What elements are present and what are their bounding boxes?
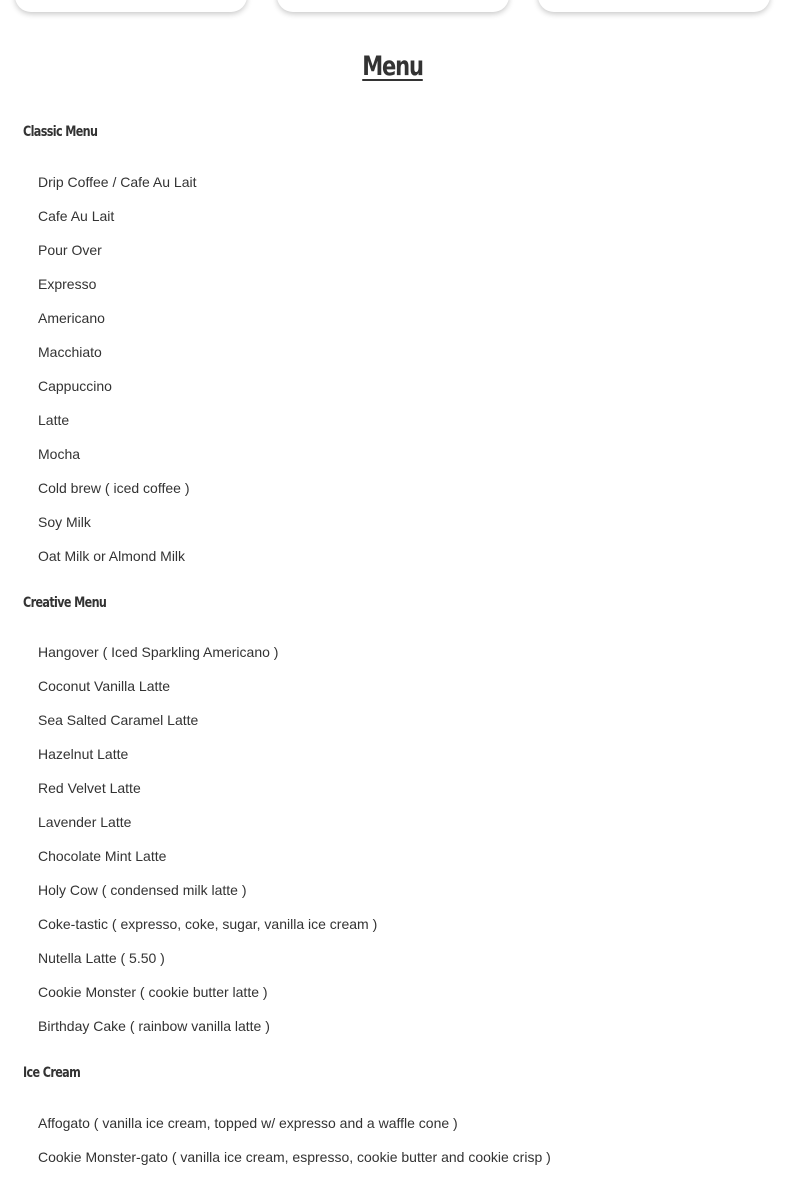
list-item: Coconut Vanilla Latte (38, 678, 171, 694)
list-item: Cafe Au Lait (38, 208, 115, 224)
section-heading-classic-menu: Classic Menu (23, 124, 98, 140)
page-title: Menu (362, 51, 423, 82)
list-item: Cookie Monster-gato ( vanilla ice cream, espresso, cookie butter and cookie crisp ) (38, 1149, 551, 1165)
list-item: Birthday Cake ( rainbow vanilla latte ) (38, 1018, 270, 1034)
list-item: Coke-tastic ( expresso, coke, sugar, vanilla ice cream ) (38, 916, 378, 932)
list-item: Chocolate Mint Latte (38, 848, 167, 864)
list-item: Cappuccino (38, 378, 112, 394)
list-item: Affogato ( vanilla ice cream, topped w/ expresso and a waffle cone ) (38, 1115, 458, 1131)
list-item: Latte (38, 412, 70, 428)
list-item: Red Velvet Latte (38, 780, 141, 796)
creative-menu-list (38, 635, 377, 1043)
list-item: Sea Salted Caramel Latte (38, 712, 199, 728)
list-item: Mocha (38, 446, 81, 462)
top-card-3[interactable] (538, 0, 770, 12)
list-item: Expresso (38, 276, 97, 292)
list-item: Lavender Latte (38, 814, 132, 830)
list-item: Hangover ( Iced Sparkling Americano ) (38, 644, 279, 660)
section-heading-ice-cream: Ice Cream (23, 1065, 81, 1081)
list-item: Soy Milk (38, 514, 91, 530)
list-item: Macchiato (38, 344, 102, 360)
top-card-1[interactable] (15, 0, 247, 12)
list-item: Cold brew ( iced coffee ) (38, 480, 190, 496)
top-card-2[interactable] (277, 0, 509, 12)
list-item: Americano (38, 310, 105, 326)
list-item: Pour Over (38, 242, 102, 258)
list-item: Hazelnut Latte (38, 746, 129, 762)
list-item: Oat Milk or Almond Milk (38, 548, 186, 564)
list-item: Cookie Monster ( cookie butter latte ) (38, 984, 268, 1000)
section-heading-creative-menu: Creative Menu (23, 595, 107, 611)
classic-menu-list (38, 165, 197, 573)
top-card-row (0, 0, 785, 14)
list-item: Nutella Latte ( 5.50 ) (38, 950, 165, 966)
list-item: Drip Coffee / Cafe Au Lait (38, 174, 197, 190)
list-item: Holy Cow ( condensed milk latte ) (38, 882, 247, 898)
ice-cream-list (38, 1106, 551, 1174)
